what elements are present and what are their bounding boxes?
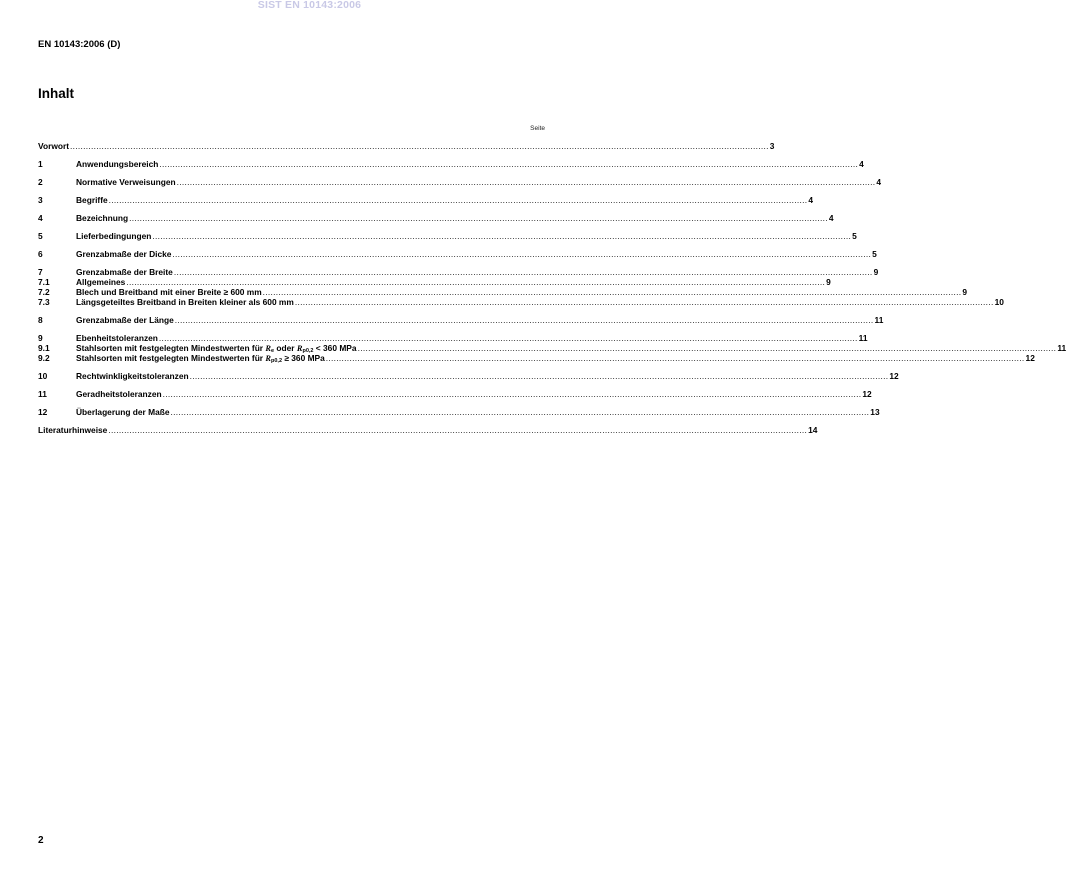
toc-leader: ..........................................................................................................................................................................................................................................................................: [70, 141, 769, 151]
toc-leader: ..........................................................................................................................................................................................................................................................................: [294, 297, 994, 307]
toc-leader: ..........................................................................................................................................................................................................................................................................: [262, 287, 962, 297]
toc-entry-4[interactable]: [38, 213, 834, 223]
toc-entry-title: Literaturhinweise: [38, 425, 108, 435]
toc-entry-number: 9: [38, 333, 43, 343]
toc-entry-number: 4: [38, 213, 43, 223]
title-text: Stahlsorten mit festgelegten Mindestwerten für: [76, 343, 266, 353]
toc-entry-7-2[interactable]: [38, 287, 968, 297]
toc-leader: ..........................................................................................................................................................................................................................................................................: [174, 315, 874, 325]
toc-entry-page: 5: [852, 231, 857, 241]
toc-leader: ..........................................................................................................................................................................................................................................................................: [126, 277, 826, 287]
toc-leader: ..........................................................................................................................................................................................................................................................................: [325, 353, 1025, 363]
symbol-r: R: [265, 344, 271, 353]
toc-entry-page: 12: [1025, 353, 1035, 363]
toc-entry-title: Grenzabmaße der Länge: [76, 315, 174, 325]
toc-entry-page: 9: [826, 277, 831, 287]
toc-leader: ..........................................................................................................................................................................................................................................................................: [108, 195, 808, 205]
toc-leader: ..........................................................................................................................................................................................................................................................................: [159, 159, 859, 169]
toc-entry-3[interactable]: [38, 195, 814, 205]
toc-entry-7-3[interactable]: [38, 297, 1004, 307]
toc-entry-title: Grenzabmaße der Dicke: [76, 249, 172, 259]
toc-leader: ..........................................................................................................................................................................................................................................................................: [172, 249, 872, 259]
toc-entry-8[interactable]: [38, 315, 884, 325]
toc-entry-number: 7: [38, 267, 43, 277]
title-text: < 360 MPa: [313, 343, 357, 353]
toc-entry-page: 14: [808, 425, 818, 435]
toc-entry-title: Blech und Breitband mit einer Breite ≥ 600 mm: [76, 287, 262, 297]
toc-entry-7-1[interactable]: [38, 277, 831, 287]
toc-entry-1[interactable]: [38, 159, 864, 169]
watermark-header: SIST EN 10143:2006: [257, 0, 362, 11]
toc-entry-page: 11: [1057, 343, 1066, 353]
page-column-label: Seite: [530, 125, 545, 132]
toc-leader: ..........................................................................................................................................................................................................................................................................: [162, 389, 862, 399]
toc-entry-page: 11: [858, 333, 868, 343]
toc-entry-page: 12: [862, 389, 872, 399]
toc-entry-page: 12: [889, 371, 899, 381]
toc-leader: ..........................................................................................................................................................................................................................................................................: [129, 213, 828, 223]
page-title: Inhalt: [38, 86, 74, 101]
toc-entry-number: 5: [38, 231, 43, 241]
toc-entry-foreword[interactable]: [38, 141, 775, 151]
toc-entry-number: 9.2: [38, 353, 50, 363]
toc-entry-number: 12: [38, 407, 48, 417]
toc-entry-number: 9.1: [38, 343, 50, 353]
toc-entry-page: 9: [962, 287, 968, 297]
toc-entry-title: Normative Verweisungen: [76, 177, 176, 187]
toc-entry-page: 4: [808, 195, 814, 205]
title-text: oder: [274, 343, 297, 353]
toc-entry-title: [76, 353, 325, 364]
toc-leader: ..........................................................................................................................................................................................................................................................................: [357, 343, 1057, 353]
toc-entry-9-2[interactable]: [38, 353, 1035, 364]
symbol-r: R: [265, 354, 271, 363]
toc-entry-number: 2: [38, 177, 43, 187]
toc-entry-number: 1: [38, 159, 43, 169]
toc-entry-title: Geradheitstoleranzen: [76, 389, 162, 399]
toc-leader: ..........................................................................................................................................................................................................................................................................: [152, 231, 852, 241]
toc-entry-title: Begriffe: [76, 195, 108, 205]
subscript-e: e: [271, 348, 275, 354]
toc-leader: ..........................................................................................................................................................................................................................................................................: [170, 407, 870, 417]
toc-entry-title: Vorwort: [38, 141, 70, 151]
toc-entry-number: 10: [38, 371, 48, 381]
toc-entry-10[interactable]: [38, 371, 899, 381]
toc-entry-title: Allgemeines: [76, 277, 126, 287]
toc-entry-page: 5: [872, 249, 877, 259]
title-text: ≥ 360 MPa: [282, 353, 325, 363]
toc-entry-2[interactable]: [38, 177, 882, 187]
toc-entry-title: Grenzabmaße der Breite: [76, 267, 173, 277]
toc-leader: ..........................................................................................................................................................................................................................................................................: [176, 177, 876, 187]
toc-entry-number: 11: [38, 389, 47, 399]
toc-entry-6[interactable]: [38, 249, 877, 259]
toc-entry-title: Bezeichnung: [76, 213, 129, 223]
toc-entry-title: Anwendungsbereich: [76, 159, 159, 169]
subscript-p02: p0,2: [271, 358, 283, 364]
toc-entry-title: Längsgeteiltes Breitband in Breiten kleiner als 600 mm: [76, 297, 294, 307]
toc-entry-page: 3: [769, 141, 775, 151]
toc-leader: ..........................................................................................................................................................................................................................................................................: [158, 333, 858, 343]
toc-entry-page: 4: [859, 159, 864, 169]
toc-entry-title: Lieferbedingungen: [76, 231, 152, 241]
toc-entry-title: Überlagerung der Maße: [76, 407, 170, 417]
table-of-contents: [38, 141, 1066, 435]
toc-entry-11[interactable]: [38, 389, 872, 399]
title-text: Stahlsorten mit festgelegten Mindestwerten für: [76, 353, 266, 363]
toc-entry-5[interactable]: [38, 231, 857, 241]
toc-entry-number: 3: [38, 195, 43, 205]
toc-leader: ..........................................................................................................................................................................................................................................................................: [189, 371, 889, 381]
toc-entry-bibliography[interactable]: [38, 425, 818, 435]
toc-entry-number: 7.3: [38, 297, 50, 307]
symbol-r: R: [296, 344, 303, 353]
toc-leader: ..........................................................................................................................................................................................................................................................................: [173, 267, 873, 277]
document-identifier: EN 10143:2006 (D): [38, 39, 121, 50]
toc-entry-7[interactable]: [38, 267, 879, 277]
toc-leader: ..........................................................................................................................................................................................................................................................................: [108, 425, 808, 435]
toc-entry-9[interactable]: [38, 333, 868, 343]
page-number: 2: [38, 835, 44, 846]
toc-entry-9-1[interactable]: [38, 343, 1066, 354]
toc-entry-number: 6: [38, 249, 43, 259]
toc-entry-page: 9: [873, 267, 879, 277]
toc-entry-title: Ebenheitstoleranzen: [76, 333, 158, 343]
toc-entry-page: 4: [876, 177, 882, 187]
toc-entry-12[interactable]: [38, 407, 880, 417]
toc-entry-page: 4: [828, 213, 834, 223]
toc-entry-page: 13: [870, 407, 880, 417]
subscript-p02: p0,2: [302, 348, 314, 354]
toc-entry-number: 8: [38, 315, 43, 325]
toc-entry-number: 7.1: [38, 277, 50, 287]
toc-entry-page: 11: [874, 315, 884, 325]
toc-entry-number: 7.2: [38, 287, 50, 297]
toc-entry-title: Rechtwinkligkeitstoleranzen: [76, 371, 189, 381]
toc-entry-page: 10: [994, 297, 1004, 307]
